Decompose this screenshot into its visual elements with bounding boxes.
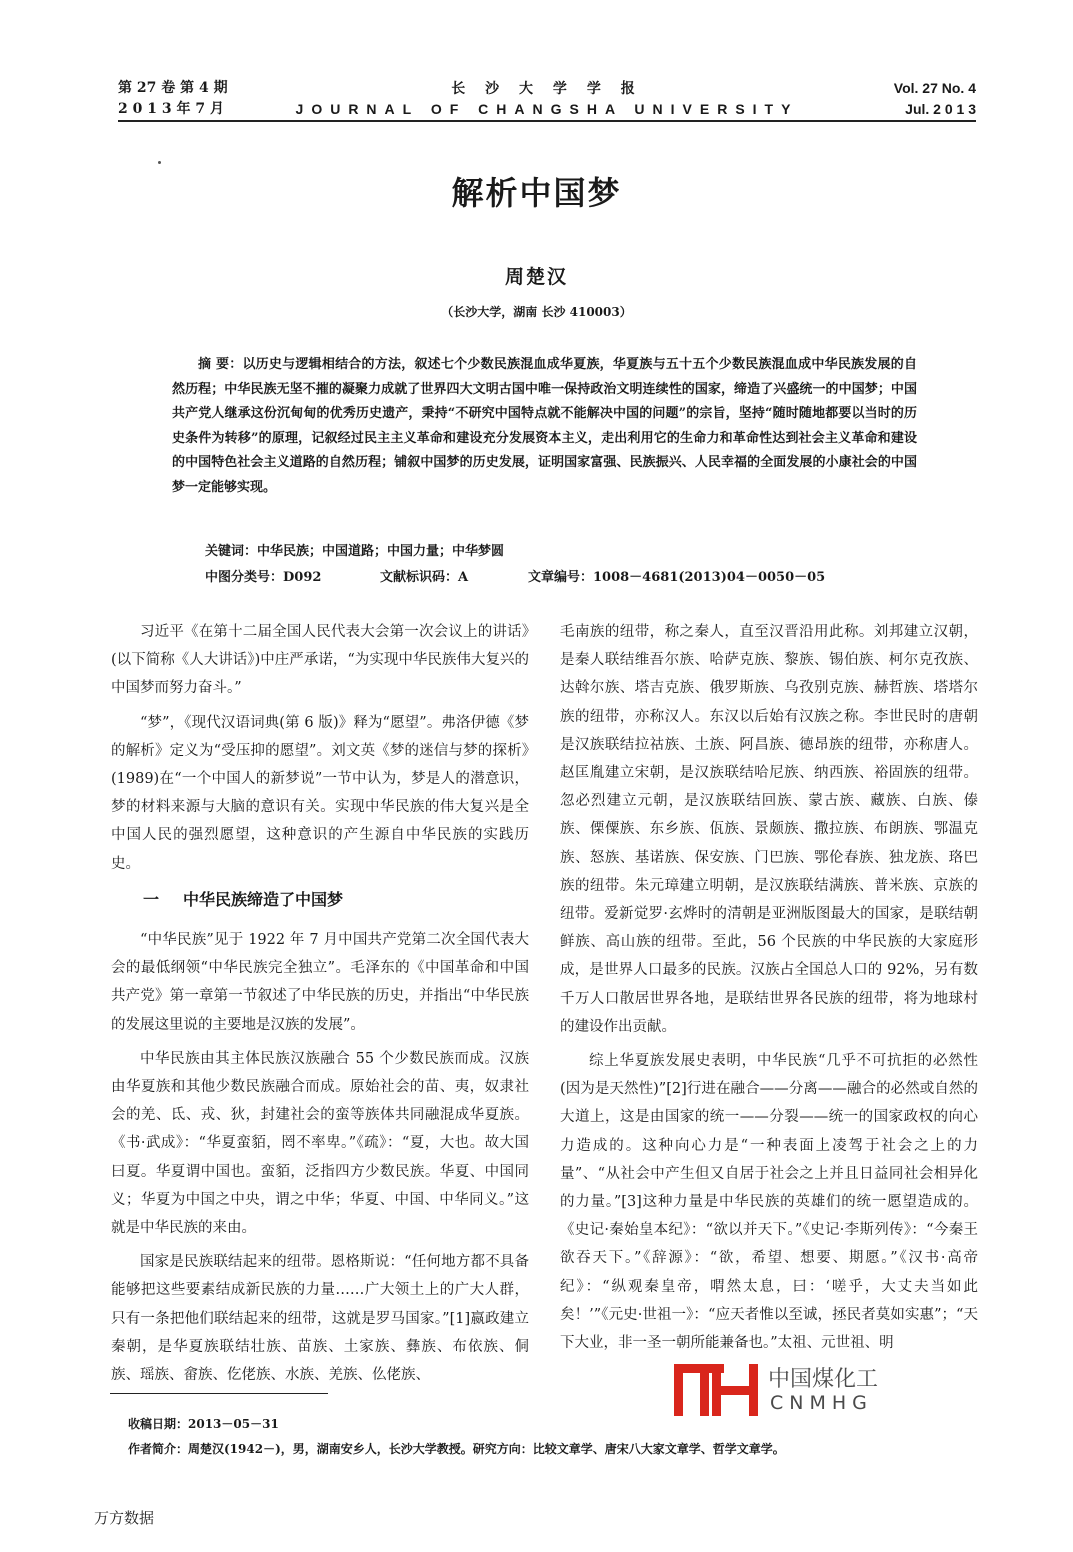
abstract-text: 以历史与逻辑相结合的方法，叙述七个少数民族混血成华夏族，华夏族与五十五个少数民族混血成中华民族发展的自然历程；中华民族无坚不摧的凝聚力成就了世界四大文明古国中唯一保持政治文明连续性的国家，缔造了兴盛统一的中国梦；中国共产党人继承这份沉甸甸的优秀历史遗产，秉持“不研究中国特点就不能解决中国的问题”的宗旨，坚持“随时随地都要以当时的历史条件为转移”的原理，记叙经过民主主义革命和建设充分发展资本主义，走出利用它的生命力和革命性达到社会主义革命和建设的中国特色社会主义道路的自然历程；铺叙中国梦的历史发展，证明国家富强、民族振兴、人民幸福的全面发展的小康社会的中国梦一定能够实现。 [172, 357, 917, 495]
issue-info-en [894, 78, 976, 120]
paper-title: 解析中国梦 [451, 174, 622, 212]
abstract-label: 摘 要： [198, 357, 243, 372]
paragraph: 中华民族由其主体民族汉族融合 55 个少数民族而成。汉族由华夏族和其他少数民族融合而成。原始社会的苗、夷，奴隶社会的羌、氐、戎、狄，封建社会的蛮等族体共同融混成华夏族。《书·武成》：“华夏蛮貊，罔不率卑。”《疏》：“夏，大也。故大国曰夏。华夏谓中国也。蛮貊，泛指四方少数民族。华夏、中国同义；华夏为中国之中央，谓之中华；华夏、中国、中华同义。”这就是中华民族的来由。 [111, 1050, 529, 1237]
keywords-text: 中华民族；中国道路；中国力量；中华梦圆 [257, 544, 505, 559]
section-number: 一 [143, 889, 160, 909]
volume-issue: 第 27 卷 第 4 期 [118, 80, 228, 96]
journal-name-cn: 长 沙 大 学 学 报 [451, 80, 643, 96]
paragraph: 习近平《在第十二届全国人民代表大会第一次会议上的讲话》(以下简称《人大讲话》)中庄严承诺，“为实现中华民族伟大复兴的中国梦而努力奋斗。” [111, 624, 529, 697]
classification-line [205, 566, 925, 585]
journal-name [118, 78, 976, 120]
section-heading [111, 886, 529, 914]
author-name: 周楚汉 [504, 266, 568, 288]
affiliation: （长沙大学，湖南 长沙 410003） [441, 305, 632, 319]
keywords [205, 540, 504, 559]
issue-date: 2 0 1 3 年 7 月 [118, 101, 224, 117]
paragraph-text: 综上华夏族发展史表明，中华民族“几乎不可抗拒的必然性(因为是天然性)”[2]行进在融合——分离——融合的必然或自然的大道上，这是由国家的统一——分裂——统一的国家政权的向心力造成的。这种向心力是“一种表面上凌驾于社会之上的力量”、“从社会中产生但又自居于社会之上并且日益同社会相异化的力量。”[3]这种力量是中华民族的英雄们的统一愿望造成的。《史记·秦始皇本纪》：“欲以并天下。”《史记·李斯列传》：“今秦王欲吞天下。”《辞源》：“欲，希望、想要、期愿。”《汉书·高帝纪》：“纵观秦皇帝，喟然太息，曰：‘嗟乎，大丈夫当如此矣！’”《元史·世祖一》：“应天者惟以至诚，拯民者莫如实惠”；“天下大业，非一圣一朝所能兼备也。” [560, 1053, 978, 1352]
issue-date-en: Jul. 2 0 1 3 [905, 101, 976, 117]
received-date: 收稿日期：2013－05－31 [128, 1417, 279, 1431]
paragraph-tail: 太祖、元世祖、明 [777, 1335, 894, 1352]
watermark-text-en: CNMHG [770, 1392, 873, 1414]
volume-issue-en: Vol. 27 No. 4 [893, 80, 976, 96]
abstract [172, 353, 917, 500]
paragraph [560, 1047, 978, 1357]
document-code: 文献标识码：A [380, 570, 469, 585]
right-column [560, 618, 978, 1363]
clc-number: 中图分类号：D092 [205, 570, 322, 585]
paragraph: 国家是民族联结起来的纽带。恩格斯说：“任何地方都不具备能够把这些要素结成新民族的力量……广大领土上的广大人群，只有一条把他们联结起来的纽带，这就是罗马国家。”[1]嬴政建立秦朝，是华夏族联结壮族、苗族、土家族、彝族、布依族、侗族、瑶族、畲族、仡佬族、水族、羌族、仫佬族、 [111, 1254, 529, 1384]
keywords-label: 关键词： [205, 544, 258, 559]
stray-dot [158, 161, 161, 164]
left-column [111, 618, 529, 1395]
paragraph: 毛南族的纽带，称之秦人，直至汉晋沿用此称。刘邦建立汉朝，是秦人联结维吾尔族、哈萨克族、黎族、锡伯族、柯尔克孜族、达斡尔族、塔吉克族、俄罗斯族、乌孜别克族、赫哲族、塔塔尔族的纽带，亦称汉人。东汉以后始有汉族之称。李世民时的唐朝是汉族联结拉祜族、土族、阿昌族、德昂族的纽带，亦称唐人。赵匡胤建立宋朝，是汉族联结哈尼族、纳西族、裕固族的纽带。忽必烈建立元朝，是汉族联结回族、蒙古族、藏族、白族、傣族、傈僳族、东乡族、佤族、景颇族、撒拉族、布朗族、鄂温克族、怒族、基诺族、保安族、门巴族、鄂伦春族、独龙族、珞巴族的纽带。朱元璋建立明朝，是汉族联结满族、普米族、京族的纽带。爱新觉罗·玄烨时的清朝是亚洲版图最大的国家，是联结朝鲜族、高山族的纽带。至此，56 个民族的中华民族的大家庭形成，是世界人口最多的民族。汉族占全国总人口的 92%，另有数千万人口散居世界各地，是联结世界各民族的纽带，将为地球村的建设作出贡献。 [560, 624, 978, 1035]
source-label: 万方数据 [94, 1509, 155, 1527]
journal-name-en: JOURNAL OF CHANGSHA UNIVERSITY [295, 101, 799, 117]
paragraph: “中华民族”见于 1922 年 7 月中国共产党第二次全国代表大会的最低纲领“中华民族完全独立”。毛泽东的《中国革命和中国共产党》第一章第一节叙述了中华民族的历史，并指出“中华民族的发展这里说的主要地是汉族的发展”。 [111, 932, 529, 1033]
journal-header [118, 78, 976, 122]
watermark-text-cn: 中国煤化工 [768, 1367, 879, 1392]
section-title: 中华民族缔造了中国梦 [183, 889, 344, 909]
paragraph: “梦”，《现代汉语词典(第 6 版)》释为“愿望”。弗洛伊德《梦的解析》定义为“受压抑的愿望”。刘文英《梦的迷信与梦的探析》(1989)在“一个中国人的新梦说”一节中认为，梦是人的潜意识，梦的材料来源与大脑的意识有关。实现中华民族的伟大复兴是全中国人民的强烈愿望，这种意识的产生源自中华民族的实践历史。 [111, 714, 529, 872]
watermark [672, 1360, 882, 1422]
article-number: 文章编号：1008－4681(2013)04－0050－05 [528, 570, 826, 585]
watermark-logo [672, 1362, 762, 1418]
author-bio: 作者简介：周楚汉(1942－)，男，湖南安乡人，长沙大学教授。研究方向：比较文章学、唐宋八大家文章学、哲学文章学。 [128, 1442, 785, 1456]
footnote-divider [110, 1393, 328, 1394]
